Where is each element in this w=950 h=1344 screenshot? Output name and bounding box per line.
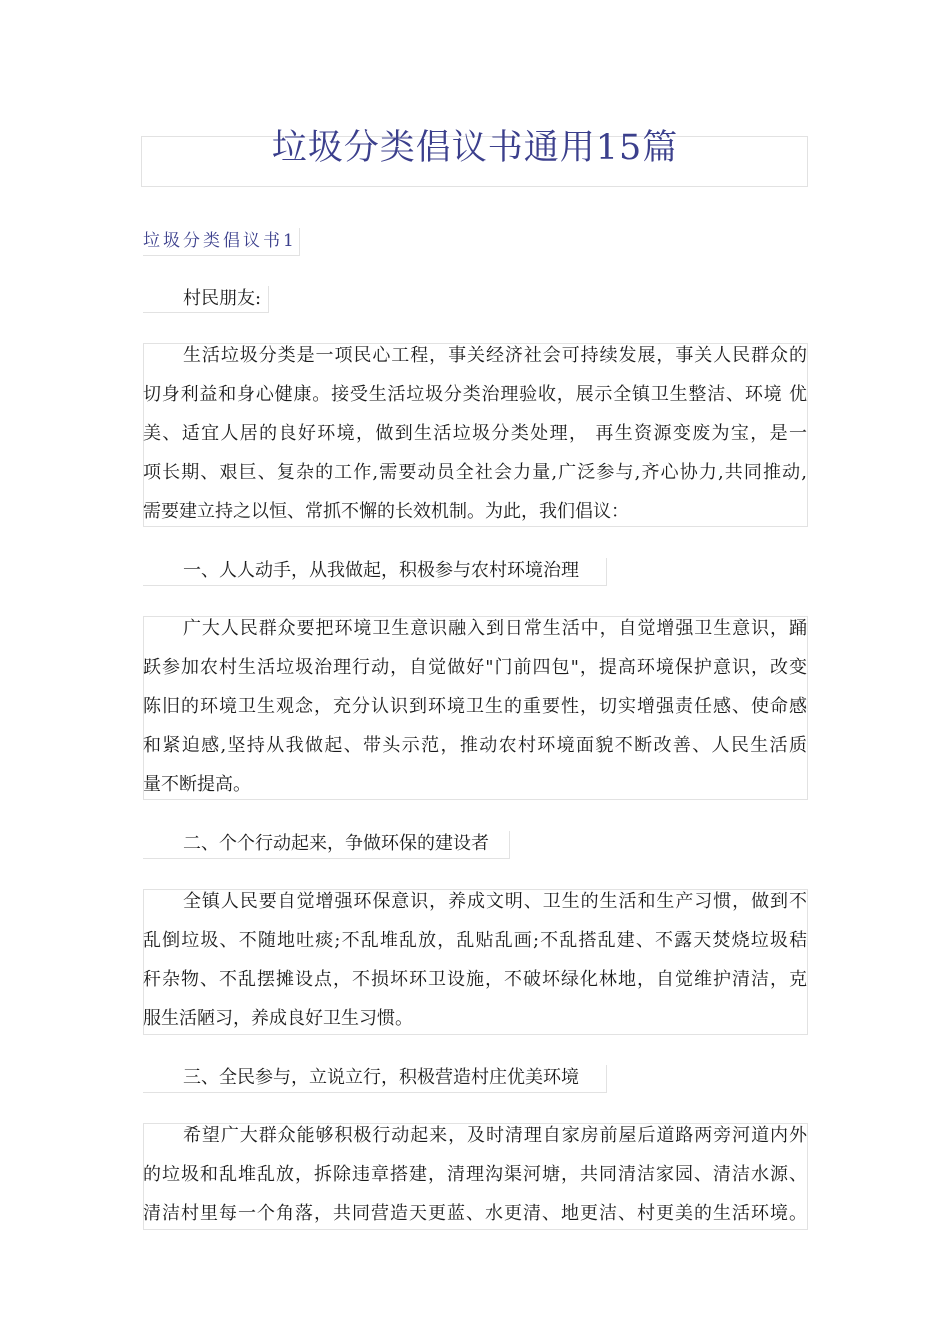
section-heading-2: 二、个个行动起来，争做环保的建设者 [183, 833, 489, 854]
document-subtitle: 垃圾分类倡议书1 [143, 228, 300, 256]
section-heading-3: 三、全民参与，立说立行，积极营造村庄优美环境 [183, 1067, 579, 1088]
paragraph-1-line: 项长期、艰巨、复杂的工作,需要动员全社会力量,广泛参与,齐心协力,共同推动, [143, 462, 807, 483]
paragraph-1-line: 美、适宜人居的良好环境，做到生活垃圾分类处理， 再生资源变废为宝，是一 [143, 423, 807, 444]
paragraph-2-line: 跃参加农村生活垃圾治理行动，自觉做好"门前四包"，提高环境保护意识，改变 [143, 657, 807, 678]
section-heading-1: 一、人人动手，从我做起，积极参与农村环境治理 [183, 560, 579, 581]
paragraph-1-line: 需要建立持之以恒、常抓不懈的长效机制。为此，我们倡议： [143, 501, 629, 522]
paragraph-1-line: 切身利益和身心健康。接受生活垃圾分类治理验收，展示全镇卫生整洁、环境 优 [143, 384, 807, 405]
paragraph-4-line: 希望广大群众能够积极行动起来，及时清理自家房前屋后道路两旁河道内外 [183, 1125, 807, 1146]
paragraph-3-line: 全镇人民要自觉增强环保意识，养成文明、卫生的生活和生产习惯，做到不 [183, 891, 807, 912]
paragraph-2-line: 广大人民群众要把环境卫生意识融入到日常生活中，自觉增强卫生意识，踊 [183, 618, 807, 639]
greeting: 村民朋友: [183, 288, 262, 309]
paragraph-2-line: 量不断提高。 [143, 774, 251, 795]
paragraph-3-line: 服生活陋习，养成良好卫生习惯。 [143, 1008, 413, 1029]
paragraph-4-line: 清洁村里每一个角落，共同营造天更蓝、水更清、地更洁、村更美的生活环境。 [143, 1203, 807, 1224]
paragraph-2-line: 陈旧的环境卫生观念，充分认识到环境卫生的重要性，切实增强责任感、使命感 [143, 696, 807, 717]
paragraph-4-line: 的垃圾和乱堆乱放，拆除违章搭建，清理沟渠河塘，共同清洁家园、清洁水源、 [143, 1164, 807, 1185]
paragraph-3-line: 乱倒垃圾、不随地吐痰;不乱堆乱放，乱贴乱画;不乱搭乱建、不露天焚烧垃圾秸 [143, 930, 807, 951]
paragraph-3-line: 秆杂物、不乱摆摊设点，不损坏环卫设施，不破坏绿化林地，自觉维护清洁，克 [143, 969, 807, 990]
document-title: 垃圾分类倡议书通用15篇 [271, 128, 679, 168]
paragraph-2-line: 和紧迫感,坚持从我做起、带头示范，推动农村环境面貌不断改善、人民生活质 [143, 735, 807, 756]
paragraph-1-line: 生活垃圾分类是一项民心工程，事关经济社会可持续发展，事关人民群众的 [183, 345, 807, 366]
